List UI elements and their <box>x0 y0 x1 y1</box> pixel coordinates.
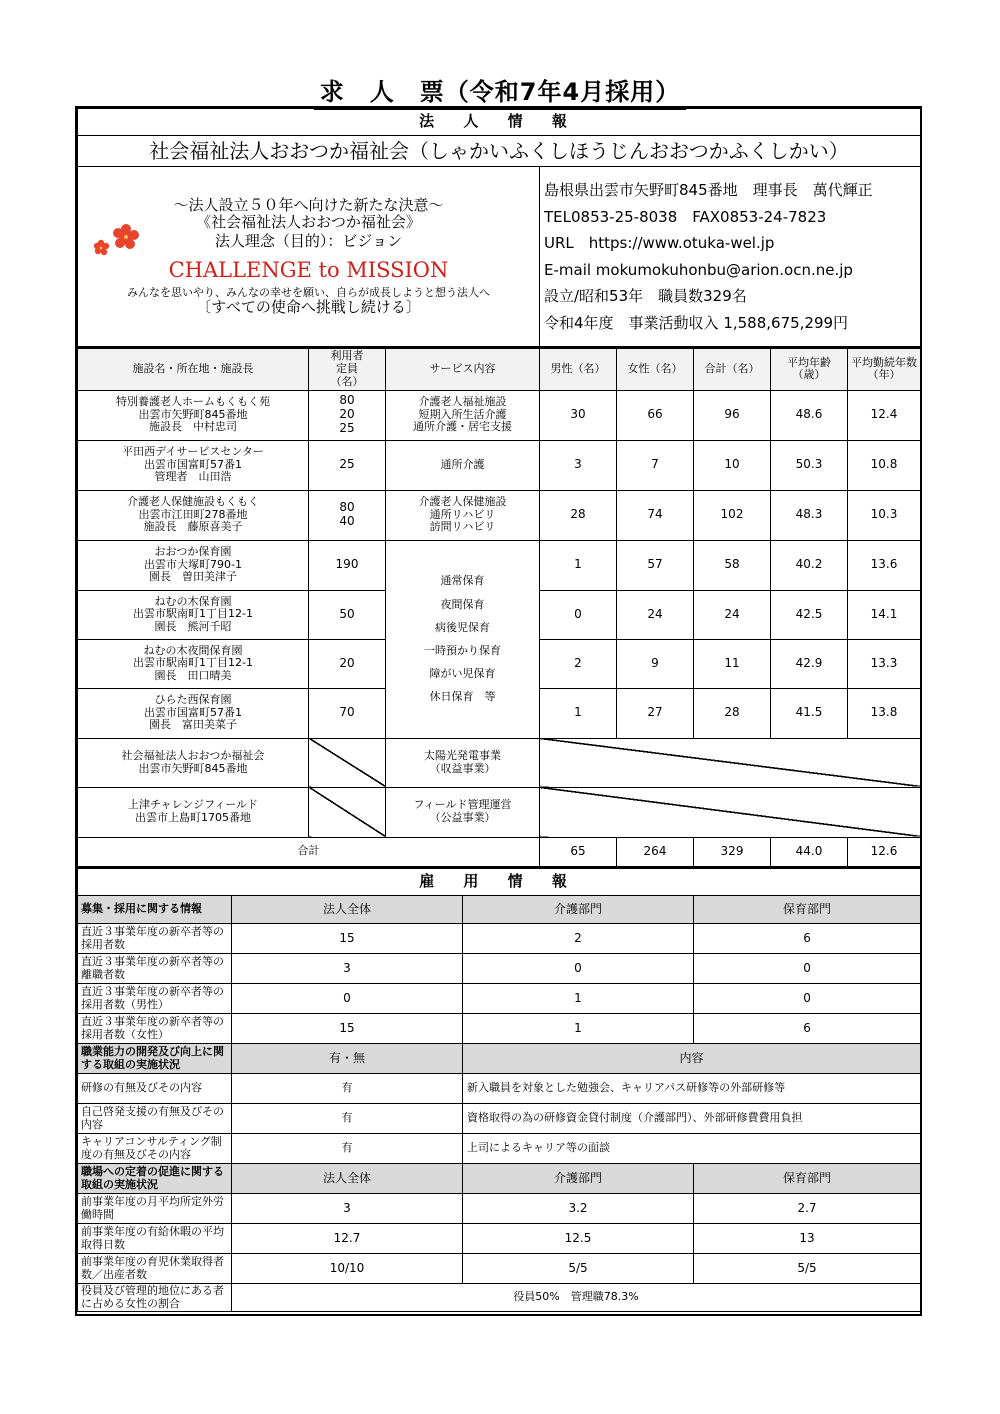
row-label: 研修の有無及びその内容 <box>78 1074 232 1104</box>
total-cell: 28 <box>694 688 771 738</box>
male-cell: 0 <box>540 590 617 639</box>
avg-years-cell: 10.8 <box>848 440 921 490</box>
info-url: URL https://www.otuka-wel.jp <box>544 234 775 252</box>
capacity-cell: 80 20 25 <box>309 390 386 440</box>
value-cell: 10/10 <box>232 1254 463 1284</box>
retention-header: 職場への定着の促進に関する取組の実施状況 <box>78 1164 232 1194</box>
value-cell: 1 <box>463 984 694 1014</box>
nursery-service-cell: 通常保育 夜間保育 病後児保育 一時預かり保育 障がい児保育 休日保育 等 <box>386 540 540 738</box>
motto-block <box>78 167 540 347</box>
table-row <box>78 787 921 837</box>
capacity-cell: 70 <box>309 688 386 738</box>
table-row <box>78 1254 921 1284</box>
col-all: 法人全体 <box>232 1164 463 1194</box>
facility-cell: ねむの木保育園 出雲市駅南町1丁目12-1 園長 熊河千昭 <box>78 590 309 639</box>
facility-cell: 社会福祉法人おおつか福祉会 出雲市矢野町845番地 <box>78 738 309 787</box>
corp-name: 社会福祉法人おおつか福祉会（しゃかいふくしほうじんおおつかふくしかい） <box>78 136 921 167</box>
value-cell: 有 <box>232 1104 463 1134</box>
table-row <box>78 540 921 590</box>
table-row <box>78 984 921 1014</box>
male-cell: 1 <box>540 688 617 738</box>
male-cell: 2 <box>540 639 617 688</box>
table-row <box>78 440 921 490</box>
table-row <box>78 1194 921 1224</box>
capacity-cell: 190 <box>309 540 386 590</box>
slogan: CHALLENGE to MISSION <box>168 258 449 283</box>
col-male: 男性（名） <box>540 348 617 390</box>
avg-age-cell: 42.9 <box>771 639 848 688</box>
info-phone: TEL0853-25-8038 FAX0853-24-7823 <box>544 207 827 226</box>
col-avg-years: 平均勤続年数 （年） <box>848 348 921 390</box>
total-cell: 58 <box>694 540 771 590</box>
table-row <box>78 1074 921 1104</box>
service-cell: フィールド管理運営 （公益事業） <box>386 787 540 837</box>
total-cell: 11 <box>694 639 771 688</box>
training-header: 職業能力の開発及び向上に関する取組の実施状況 <box>78 1044 232 1074</box>
col-facility: 施設名・所在地・施設長 <box>78 348 309 390</box>
total-cell: 96 <box>694 390 771 440</box>
value-cell: 有 <box>232 1134 463 1164</box>
avg-years-cell: 13.6 <box>848 540 921 590</box>
col-capacity: 利用者 定員 （名） <box>309 348 386 390</box>
male-cell: 30 <box>540 390 617 440</box>
total-male: 65 <box>540 837 617 866</box>
facility-table <box>77 347 921 867</box>
col-care: 介護部門 <box>463 896 694 924</box>
female-cell: 7 <box>617 440 694 490</box>
avg-age-cell: 41.5 <box>771 688 848 738</box>
info-address: 島根県出雲市矢野町845番地 理事長 萬代輝正 <box>544 181 873 199</box>
row-label: 直近３事業年度の新卒者等の離職者数 <box>78 954 232 984</box>
value-cell: 5/5 <box>694 1254 921 1284</box>
content-cell: 新入職員を対象とした勉強会、キャリアパス研修等の外部研修等 <box>463 1074 921 1104</box>
totals-label: 合計 <box>78 837 540 866</box>
total-avg-age: 44.0 <box>771 837 848 866</box>
capacity-cell: 50 <box>309 590 386 639</box>
page-title: 求 人 票（令和7年4月採用） <box>0 72 1000 107</box>
table-row <box>78 954 921 984</box>
col-total: 合計（名） <box>694 348 771 390</box>
diagonal-cell <box>540 787 921 837</box>
avg-age-cell: 48.6 <box>771 390 848 440</box>
capacity-cell: 20 <box>309 639 386 688</box>
col-childcare: 保育部門 <box>694 896 921 924</box>
value-cell: 6 <box>694 924 921 954</box>
avg-years-cell: 14.1 <box>848 590 921 639</box>
total-cell: 10 <box>694 440 771 490</box>
info-established: 設立/昭和53年 職員数329名 <box>544 287 747 305</box>
employment-table <box>77 867 921 1313</box>
value-cell: 3.2 <box>463 1194 694 1224</box>
row-label: 前事業年度の有給休暇の平均取得日数 <box>78 1224 232 1254</box>
capacity-cell: 80 40 <box>309 490 386 540</box>
total-total: 329 <box>694 837 771 866</box>
info-email: E-mail mokumokuhonbu@arion.ocn.ne.jp <box>544 260 853 279</box>
flower-icon <box>92 219 142 259</box>
motto-line-5: みんなを思いやり、みんなの幸せを願い、自らが成長しようと想う法人へ <box>127 285 490 299</box>
service-cell: 介護老人保健施設 通所リハビリ 訪問リハビリ <box>386 490 540 540</box>
female-cell: 9 <box>617 639 694 688</box>
section-title-employment: 雇 用 情 報 <box>78 868 921 896</box>
totals-row <box>78 837 921 866</box>
corp-info-table <box>77 108 921 347</box>
total-avg-years: 12.6 <box>848 837 921 866</box>
value-cell: 2 <box>463 924 694 954</box>
row-label: 直近３事業年度の新卒者等の採用者数 <box>78 924 232 954</box>
motto-line-2: 《社会福祉法人おおつか福祉会》 <box>196 212 421 231</box>
facility-cell: 上津チャレンジフィールド 出雲市上島町1705番地 <box>78 787 309 837</box>
avg-age-cell: 48.3 <box>771 490 848 540</box>
value-cell: 12.5 <box>463 1224 694 1254</box>
row-label: 役員及び管理的地位にある者に占める女性の割合 <box>78 1284 232 1312</box>
avg-age-cell: 42.5 <box>771 590 848 639</box>
avg-years-cell: 10.3 <box>848 490 921 540</box>
row-label: 前事業年度の月平均所定外労働時間 <box>78 1194 232 1224</box>
female-cell: 27 <box>617 688 694 738</box>
facility-cell: ひらた西保育園 出雲市国富町57番1 園長 富田美菜子 <box>78 688 309 738</box>
form-frame <box>75 106 922 1316</box>
table-row <box>78 490 921 540</box>
diagonal-cell <box>309 787 386 837</box>
diagonal-cell <box>540 738 921 787</box>
table-row <box>78 1134 921 1164</box>
value-cell: 1 <box>463 1014 694 1044</box>
service-cell: 通所介護 <box>386 440 540 490</box>
value-cell: 0 <box>694 954 921 984</box>
info-revenue: 令和4年度 事業活動収入 1,588,675,299円 <box>544 313 849 332</box>
row-label: 直近３事業年度の新卒者等の採用者数（男性） <box>78 984 232 1014</box>
facility-cell: 平田西デイサービスセンター 出雲市国富町57番1 管理者 山田浩 <box>78 440 309 490</box>
col-service: サービス内容 <box>386 348 540 390</box>
motto-line-6: 〔すべての使命へ挑戦し続ける〕 <box>196 298 421 317</box>
row-label: キャリアコンサルティング制度の有無及びその内容 <box>78 1134 232 1164</box>
motto-line-3: 法人理念（目的）：ビジョン <box>214 232 403 251</box>
content-cell: 上司によるキャリア等の面談 <box>463 1134 921 1164</box>
service-cell: 太陽光発電事業 （収益事業） <box>386 738 540 787</box>
section-title-corp: 法 人 情 報 <box>78 109 921 136</box>
female-cell: 74 <box>617 490 694 540</box>
table-row <box>78 738 921 787</box>
table-row <box>78 390 921 440</box>
avg-years-cell: 13.8 <box>848 688 921 738</box>
col-yes-no: 有・無 <box>232 1044 463 1074</box>
value-cell: 6 <box>694 1014 921 1044</box>
col-female: 女性（名） <box>617 348 694 390</box>
value-cell: 3 <box>232 1194 463 1224</box>
value-cell: 0 <box>232 984 463 1014</box>
col-avg-age: 平均年齢 （歳） <box>771 348 848 390</box>
service-cell: 介護老人福祉施設 短期入所生活介護 通所介護・居宅支援 <box>386 390 540 440</box>
value-cell: 0 <box>694 984 921 1014</box>
col-all: 法人全体 <box>232 896 463 924</box>
capacity-cell: 25 <box>309 440 386 490</box>
facility-cell: ねむの木夜間保育園 出雲市駅南町1丁目12-1 園長 田口晴美 <box>78 639 309 688</box>
row-label: 直近３事業年度の新卒者等の採用者数（女性） <box>78 1014 232 1044</box>
avg-years-cell: 12.4 <box>848 390 921 440</box>
facility-cell: 介護老人保健施設もくもく 出雲市江田町278番地 施設長 藤原喜美子 <box>78 490 309 540</box>
table-row <box>78 924 921 954</box>
col-content: 内容 <box>463 1044 921 1074</box>
col-childcare: 保育部門 <box>694 1164 921 1194</box>
value-cell: 15 <box>232 924 463 954</box>
row-label: 前事業年度の育児休業取得者数／出産者数 <box>78 1254 232 1284</box>
value-cell: 0 <box>463 954 694 984</box>
women-ratio-cell: 役員50% 管理職78.3% <box>232 1284 921 1312</box>
value-cell: 2.7 <box>694 1194 921 1224</box>
male-cell: 1 <box>540 540 617 590</box>
motto-line-1: 〜法人設立５０年へ向けた新たな決意〜 <box>173 195 444 214</box>
diagonal-cell <box>309 738 386 787</box>
table-row <box>78 1284 921 1312</box>
value-cell: 5/5 <box>463 1254 694 1284</box>
content-cell: 資格取得の為の研修資金貸付制度（介護部門）、外部研修費費用負担 <box>463 1104 921 1134</box>
facility-cell: おおつか保育園 出雲市大塚町790-1 園長 曽田美津子 <box>78 540 309 590</box>
facility-cell: 特別養護老人ホームもくもく苑 出雲市矢野町845番地 施設長 中村忠司 <box>78 390 309 440</box>
value-cell: 12.7 <box>232 1224 463 1254</box>
value-cell: 3 <box>232 954 463 984</box>
row-label: 自己啓発支援の有無及びその内容 <box>78 1104 232 1134</box>
table-row <box>78 1104 921 1134</box>
value-cell: 13 <box>694 1224 921 1254</box>
male-cell: 28 <box>540 490 617 540</box>
female-cell: 57 <box>617 540 694 590</box>
recruit-header: 募集・採用に関する情報 <box>78 896 232 924</box>
table-row <box>78 1224 921 1254</box>
avg-age-cell: 50.3 <box>771 440 848 490</box>
male-cell: 3 <box>540 440 617 490</box>
col-care: 介護部門 <box>463 1164 694 1194</box>
value-cell: 15 <box>232 1014 463 1044</box>
total-cell: 102 <box>694 490 771 540</box>
female-cell: 66 <box>617 390 694 440</box>
table-row <box>78 1014 921 1044</box>
total-female: 264 <box>617 837 694 866</box>
contact-info <box>540 167 921 347</box>
value-cell: 有 <box>232 1074 463 1104</box>
avg-years-cell: 13.3 <box>848 639 921 688</box>
avg-age-cell: 40.2 <box>771 540 848 590</box>
total-cell: 24 <box>694 590 771 639</box>
female-cell: 24 <box>617 590 694 639</box>
